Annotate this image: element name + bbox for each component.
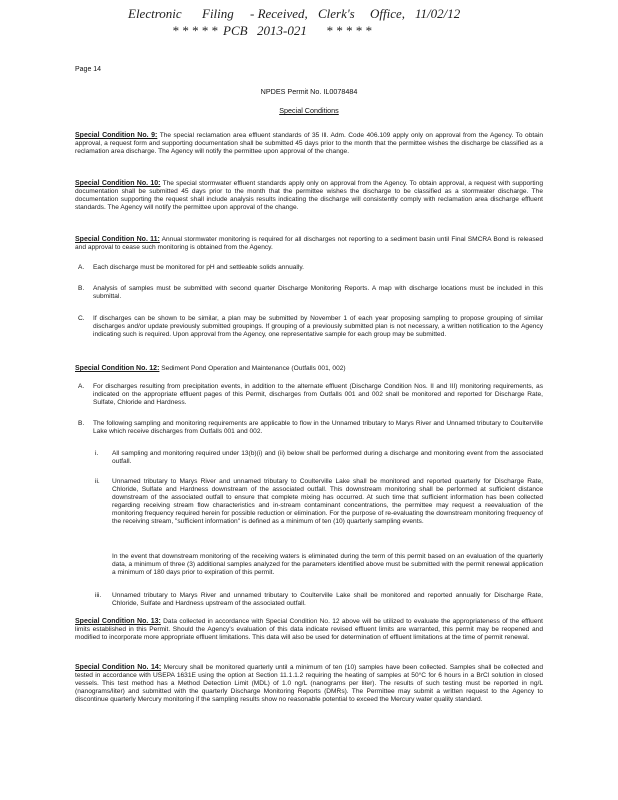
- condition-11-c: If discharges can be shown to be similar, a plan may be submitted by November 1 of each year proposing sampling to propose grouping of similar discharges and/or update previously submitted groupings. If grouping of a previously submitted plan is not necessary, a written notification to the Agency indicating such is required. Upon approval from the Agency, one representative sample for each group may be submitted.: [93, 315, 543, 338]
- stamp-pcb: PCB: [223, 23, 248, 38]
- condition-10-label: Special Condition No. 10:: [75, 180, 161, 187]
- condition-12-a: For discharges resulting from precipitation events, in addition to the alternate effluent (Discharge Condition Nos. II and III) monitoring requirements, as indicated on the appropriate effluent pages of this Permit, discharges from Outfalls 001 and 002 shall be monitored and reported for Discharge Rate, Sulfate, Chloride and Hardness.: [93, 383, 543, 406]
- special-condition-10: [75, 180, 543, 212]
- condition-10-text: The special stormwater effluent standards apply only on approval from the Agency. To obtain approval, a request with supporting documentation shall be submitted 45 days prior to the month that the permittee wishes the discharge to be classified as a stormwater discharge. The documentation supporting the request shall include analysis results indicating the discharge will consistently comply with reclamation area discharge effluent standards. The Agency will notify the permittee upon approval of the change.: [75, 180, 543, 211]
- condition-11-a-label: A.: [78, 264, 85, 271]
- special-condition-12: [75, 365, 543, 373]
- condition-13-text: Data collected in accordance with Special Condition No. 12 above will be utilized to evaluate the appropriateness of the effluent limits established in this Permit. Should the Agency's evaluation of this data indicate revised effluent limits are warranted, this permit may be reopened and modified to incorporate more appropriate effluent limitations. This data will also be used for determination of effluent limitations at the time of permit renewal.: [75, 618, 543, 641]
- condition-11-text: Annual stormwater monitoring is required for all discharges not reporting to a sediment basin until Final SMCRA Bond is released and approval to cease such monitoring is obtained from the Agency.: [75, 236, 543, 251]
- stamp-received: - Received,: [250, 6, 308, 21]
- condition-11-b-label: B.: [78, 285, 85, 292]
- stamp-clerks: Clerk's: [318, 6, 355, 21]
- special-condition-14: [75, 664, 543, 704]
- condition-12-a-label: A.: [78, 383, 85, 390]
- permit-number: NPDES Permit No. IL0078484: [260, 87, 358, 96]
- stamp-date: 11/02/12: [415, 6, 461, 21]
- condition-11-a: Each discharge must be monitored for pH and settleable solids annually.: [93, 264, 304, 271]
- condition-12-label: Special Condition No. 12:: [75, 365, 160, 372]
- stamp-docket: 2013-021: [257, 23, 307, 38]
- special-condition-9: [75, 132, 543, 156]
- condition-12-b-ii: Unnamed tributary to Marys River and unnamed tributary to Coulterville Lake shall be monitored and reported quarterly for Discharge Rate, Chloride, Sulfate and Hardness downstream of the associated outfall. This downstream monitoring shall be performed at sufficient distance downstream of the associated outfall to ensure that complete mixing has occurred. At such time that sufficient information has been collected regarding receiving stream flow characteristics and in-stream contaminant concentrations, the permittee may request a reevaluation of the monitoring frequency required herein for possible reduction or elimination. For the purpose of re-evaluating the downstream monitoring frequency of the receiving stream, "sufficient information" is defined as a minimum of ten (10) quarterly sampling events.: [112, 478, 543, 525]
- condition-11-label: Special Condition No. 11:: [75, 236, 160, 243]
- condition-12-b-ii-continued: In the event that downstream monitoring of the receiving waters is eliminated during the term of this permit based on an evaluation of the quarterly data, a minimum of three (3) additional samples analyzed for the parameters identified above must be submitted with the permit renewal application a minimum of 180 days prior to expiration of this permit.: [112, 553, 543, 576]
- condition-12-b-ii-label: ii.: [95, 478, 100, 485]
- stamp-electronic: Electronic: [128, 6, 182, 21]
- section-title: Special Conditions: [279, 106, 339, 115]
- condition-11-c-label: C.: [78, 315, 85, 322]
- condition-9-text: The special reclamation area effluent standards of 35 Ill. Adm. Code 406.109 apply only on approval from the Agency. To obtain approval, a request form and supporting documentation shall be submitted 45 days prior to the month that the permittee wishes the discharge be classified as a reclamation area discharge. The Agency will notify the permittee upon approval of the change.: [75, 132, 543, 155]
- condition-12-b-iii-label: iii.: [95, 592, 102, 599]
- condition-12-b: The following sampling and monitoring requirements are applicable to flow in the Unnamed tributary to Marys River and Unnamed tributary to Coulterville Lake which receive discharges from Outfalls 001 and 002.: [93, 420, 543, 435]
- condition-14-text: Mercury shall be monitored quarterly until a minimum of ten (10) samples have been collected. Samples shall be collected and tested in accordance with USEPA 1631E using the option at Section 11.1.1.2 requiring the heating of samples at 50°C for 6 hours in a BrCl solution in closed vessels. This test method has a Method Detection Limit (MDL) of 1.0 ng/L (nanograms per liter). The results of such testing must be reported in ng/L (nanograms/liter) and submitted with the quarterly Discharge Monitoring Reports (DMRs). The Permittee may submit a written request to the Agency to discontinue quarterly Mercury monitoring if the sampling results show no reasonable potential to exceed the Mercury water quality standard.: [75, 664, 543, 703]
- page-number: Page 14: [75, 66, 102, 73]
- condition-9-label: Special Condition No. 9:: [75, 132, 158, 139]
- special-condition-11: [75, 236, 543, 252]
- stamp-office: Office,: [370, 6, 406, 21]
- stamp-stars-right: * * * * *: [326, 23, 372, 38]
- special-condition-13: [75, 618, 543, 642]
- condition-12-b-iii: Unnamed tributary to Marys River and unnamed tributary to Coulterville Lake shall be monitored and reported annually for Discharge Rate, Chloride, Sulfate and Hardness upstream of the associated outfall.: [112, 592, 543, 607]
- condition-12-text: Sediment Pond Operation and Maintenance (Outfalls 001, 002): [161, 365, 346, 372]
- condition-12-b-i: All sampling and monitoring required under 13(b)(i) and (ii) below shall be performed during a discharge and monitoring event from the associated outfall.: [112, 450, 543, 465]
- condition-12-b-label: B.: [78, 420, 85, 427]
- condition-13-label: Special Condition No. 13:: [75, 618, 161, 625]
- stamp-filing: Filing: [202, 6, 234, 21]
- condition-14-label: Special Condition No. 14:: [75, 664, 162, 671]
- stamp-stars-left: * * * * *: [172, 23, 218, 38]
- condition-11-b: Analysis of samples must be submitted with second quarter Discharge Monitoring Reports. A map with discharge locations must be included in this submittal.: [93, 285, 543, 300]
- condition-12-b-i-label: i.: [95, 450, 99, 457]
